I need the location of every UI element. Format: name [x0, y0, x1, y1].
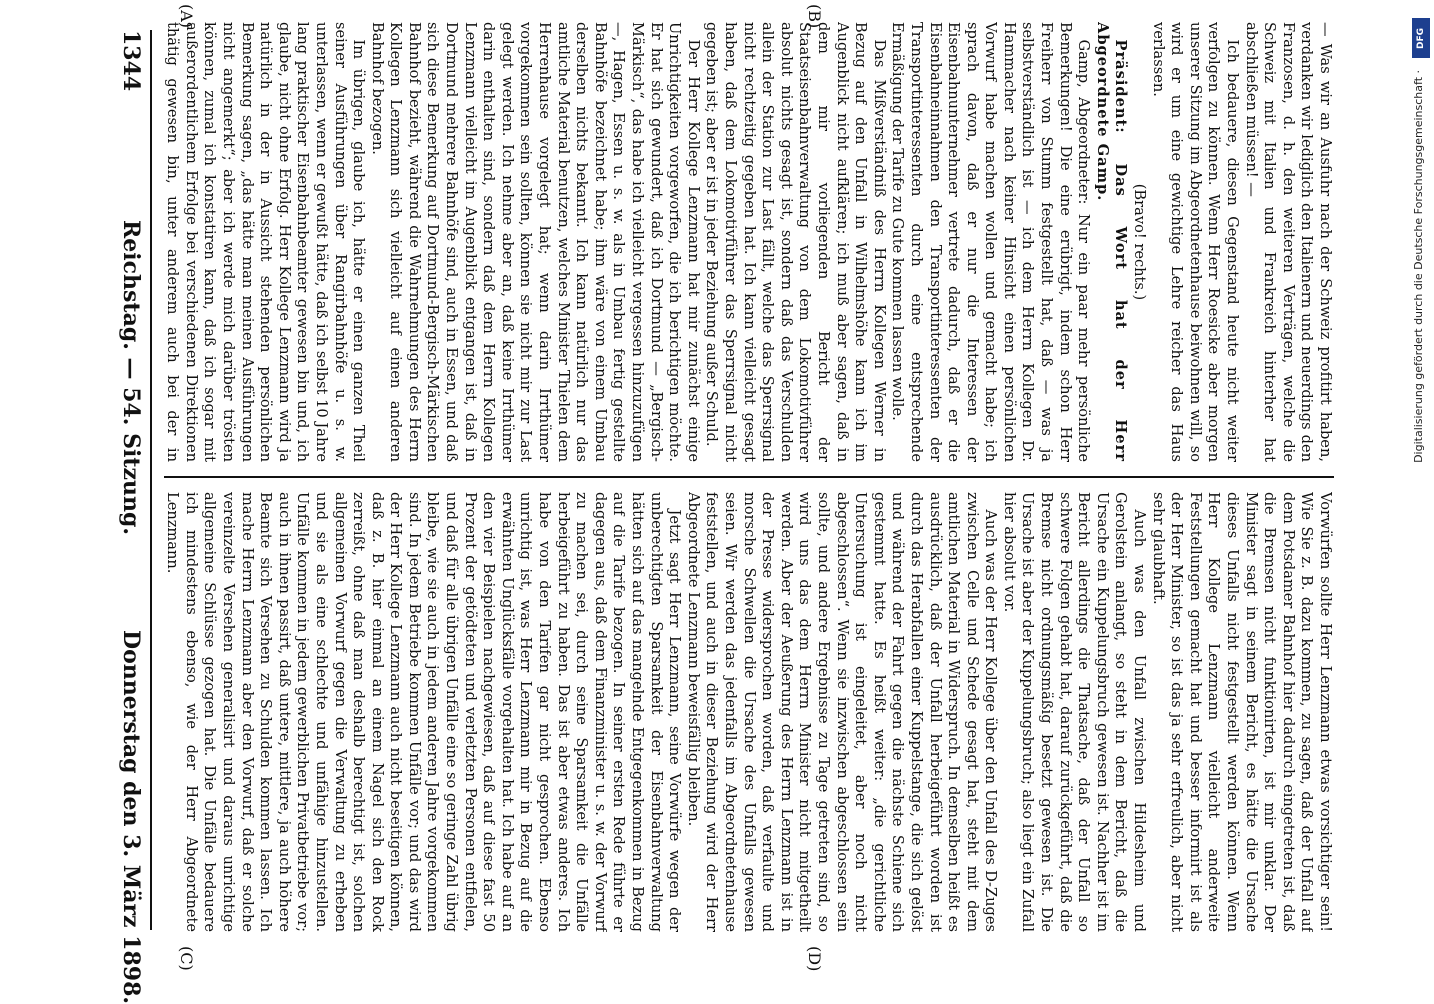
- column-divider: [164, 476, 1334, 478]
- dfg-credit-text: Digitalisierung gefördert durch die Deutsche Forschungsgemeinschaft ·: [1412, 70, 1425, 463]
- marker-b: (B): [805, 4, 824, 29]
- header-left-title: Reichstag. — 54. Sitzung.: [118, 220, 144, 536]
- marker-c: (C): [177, 946, 196, 971]
- paragraph-1: Ich bedauere, diesen Gegenstand heute nicht weiter verfolgen zu können. Wenn Herr Roesicke aber morgen unserer Sitzung im Abgeordnetenhause beiwohnen will, so wird er um eine gewichtige Lehre reicher das Haus verlassen.: [1149, 22, 1242, 462]
- page-header: [104, 30, 144, 1004]
- paragraph-r0: Vorwürfen sollte Herr Lenzmann etwas vorsichtiger sein! Wie Sie z. B. dazu kommen, zu sagen, daß der Unfall auf dem Potsdamer Bahnhof hier dadurch eingetreten ist, daß die Bremsen nicht funktionirten, ist mir unklar. Der Minister sagt in seinem Bericht, es hätte die Ursache dieses Unfalls nicht festgestellt werden können. Wenn Herr Kollege Lenzmann vielleicht anderweite Feststellungen gemacht hat und besser informirt ist als der Herr Minister, so ist das ja sehr erfreulich, aber nicht sehr glaubhaft.: [1149, 492, 1334, 932]
- president-line: Präsident: Das Wort hat der Herr Abgeordnete Gamp.: [1093, 22, 1130, 462]
- paragraph-4: Gamp, Abgeordneter: Nur ein paar mehr persönliche Bemerkungen! Die eine erübrigt, indem schon Herr Freiherr von Stumm festgestellt hat, daß — was ja selbstverständlich ist — ich dem Herrn Kollegen Dr. Hammacher nach keiner Hinsicht einen persönlichen Vorwurf habe machen wollen und gemacht habe; ich sprach davon, daß er nur die Interessen der Eisenbahnunternehmer vertrete dadurch, daß er die Eisenbahneinnahmen den Transportinteressenten der Transportinteressenten durch eine entsprechende Ermäßigung der Tarife zu Gute kommen lassen wolle.: [889, 22, 1093, 462]
- right-text-block: [164, 492, 1334, 932]
- paragraph-6: Der Herr Kollege Lenzmann hat mir zunächst einige Unrichtigkeiten vorgeworfen, die ich berichtigen möchte. Er hat sich gewundert, daß ich Dortmund — „Bergisch-Märkisch“, das habe ich vielleicht vergessen hinzuzufügen —, Hagen, Essen u. s. w. als in Umbau fertig gestellte Bahnhöfe bezeichnet habe; ihm wäre von einem Umbau derselben nichts bekannt. Ich kann natürlich nur das amtliche Material benutzen, welches Minister Thielen dem Herrenhause vorgelegt hat; wenn darin Irrthümer vorgekommen sein sollten, können sie nicht mir zur Last gelegt werden. Ich nehme aber an, daß keine Irrthümer darin enthalten sind, sondern daß dem Herrn Kollegen Lenzmann vielleicht im Augenblick entgangen ist, daß in Dortmund mehrere Bahnhöfe sind, auch in Essen, und daß sich diese Bemerkung auf Dortmund-Bergisch-Märkischen Bahnhof bezieht, während die Wahrnehmungen des Herrn Kollegen Lenzmann sich vielleicht auf einen anderen Bahnhof bezogen.: [368, 22, 702, 462]
- header-right-title: Donnerstag den 3. März 1898.: [118, 630, 144, 1004]
- applause: (Bravo! rechts.): [1131, 183, 1149, 301]
- left-text-block: [164, 22, 1334, 462]
- paragraph-r2: Auch was der Herr Kollege über den Unfall des D-Zuges zwischen Celle und Schede gesagt hat, steht mit dem amtlichen Material in Widerspruch. In demselben heißt es ausdrücklich, daß der Unfall herbeigeführt worden ist durch das Herabfallen einer Kuppelstange, die sich gelöst und während der Fahrt gegen die nächste Schiene sich gestemmt hatte. Es heißt weiter: „die gerichtliche Untersuchung ist eingeleitet, aber noch nicht abgeschlossen“. Wenn sie inzwischen abgeschlossen sein sollte, und andere Ergebnisse zu Tage getreten sind, so wird uns das dem Herrn Minister nicht mitgetheilt werden. Aber der Aeußerung des Herrn Lenzmann ist in der Presse widersprochen worden, daß verfaulte und morsche Schwellen die Ursache des Unfalls gewesen seien. Wir werden das jedenfalls im Abgeordnetenhause feststellen, und auch in dieser Beziehung wird der Herr Abgeordnete Lenzmann beweisfällig bleiben.: [684, 492, 1000, 932]
- marker-d: (D): [805, 946, 824, 972]
- header-rule: [150, 30, 152, 930]
- paragraph-0: — Was wir an Ausfuhr nach der Schweiz profitirt haben, verdanken wir lediglich den Italienern und neuerdings den Franzosen, d. h. den weiteren Verträgen, welche die Schweiz mit Italien und Frankreich hinterher hat abschließen müssen! —: [1242, 22, 1334, 462]
- marker-a: (A): [177, 4, 196, 29]
- paragraph-r1: Auch was den Unfall zwischen Hildesheim und Gerolstein anlangt, so steht in dem Bericht, daß die Ursache ein Kuppelungsbruch gewesen ist. Nachher ist im Bericht allerdings die Thatsache, daß der Unfall so schwere Folgen gehabt hat, darauf zurückgeführt, daß die Bremse nicht ordnungsmäßig besetzt gewesen ist. Die Ursache ist aber der Kuppelungsbruch; also liegt ein Zufall hier absolut vor.: [1000, 492, 1149, 932]
- dfg-logo: DFG: [1412, 18, 1430, 58]
- dfg-credit-sidebar: [1410, 10, 1432, 990]
- page-number: 1344: [118, 30, 144, 92]
- paragraph-5: Das Mißverständniß des Herrn Kollegen Werner in Bezug auf den Unfall in Wilhelmshöhe kann ich im Augenblick nicht aufklären; ich muß aber sagen, daß in dem mir vorliegenden Bericht der Staatseisenbahnverwaltung von dem Lokomotivführer absolut nichts gesagt ist, sondern daß das Verschulden allein der Station zur Last fällt, welche das Sperrsignal nicht rechtzeitig gegeben hat. Ich kann vielleicht gesagt haben, daß dem Lokomotivführer das Sperrsignal nicht gegeben ist; aber er ist in jeder Beziehung außer Schuld.: [703, 22, 888, 462]
- paragraph-r3: Jetzt sagt Herr Lenzmann, seine Vorwürfe wegen der unberechtigten Sparsamkeit der Eisenbahnverwaltung hätten sich auf das mangelnde Entgegenkommen in Bezug auf die Tarife bezogen. In seiner ersten Rede führte er dagegen aus, daß dem Finanzminister u. s. w. der Vorwurf zu machen sei, durch seine Sparsamkeit die Unfälle herbeigeführt zu haben. Das ist aber etwas anderes. Ich habe von den Tarifen gar nicht gesprochen. Ebenso unrichtig ist, was Herr Lenzmann mir in Bezug auf die erwähnten Unglücksfälle vorgehalten hat. Ich habe auf an den vier Beispielen nachgewiesen, daß auf diese fast 50 Prozent der getödteten und verletzten Personen entfielen, und daß für alle übrigen Unfälle eine so geringe Zahl übrig bleibe, wie sie auch in jedem anderen Jahre vorgekommen sind. In jedem Betriebe kommen Unfälle vor; und das wird der Herr Kollege Lenzmann auch nicht beseitigen können, daß z. B. hier einmal an einem Nagel sich den Rock zerreißt, ohne daß man deshalb berechtigt ist, solchen allgemeinen Vorwurf gegen die Verwaltung zu erheben und sie als eine schlechte und unfähige hinzustellen. Unfälle kommen in jedem gewerblichen Privatbetriebe vor; auch in ihnen passirt, daß untere, mittlere, ja auch höhere Beamte sich Versehen zu Schulden kommen lassen. Ich mache Herrn Lenzmann aber den Vorwurf, daß er solche vereinzelte Versehen generalisirt und daraus unrichtige allgemeine Schlüsse gezogen hat. Die Unfälle bedauere ich mindestens ebenso, wie der Herr Abgeordnete Lenzmann.: [164, 492, 684, 932]
- paragraph-7: Im übrigen, glaube ich, hätte er einen ganzen Theil seiner Ausführungen über Rangirbahnhöfe u. s. w. unterlassen, wenn er gewußt hätte, daß ich selbst 10 Jahre lang praktischer Eisenbahnbeamter gewesen bin und, ich glaube, nicht ohne Erfolg. Herr Kollege Lenzmann wird ja natürlich in der in Aussicht stehenden persönlichen Bemerkung sagen, „das hätte man meinen Ausführungen nicht angemerkt“; aber ich werde mich darüber trösten können, zumal ich konstatiren kann, daß ich sogar mit außerordentlichem Erfolge bei verschiedenen Direktionen thätig gewesen bin, unter anderem auch bei der in: [164, 22, 368, 462]
